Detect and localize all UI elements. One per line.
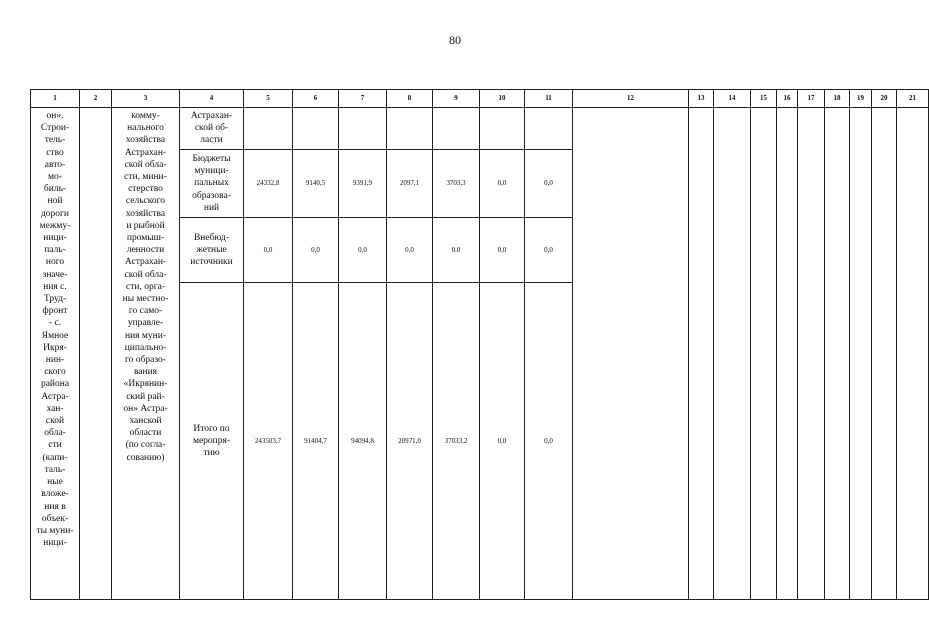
value-cell: 0,0 <box>525 283 573 600</box>
header-cell: 7 <box>339 90 387 108</box>
empty-cell <box>850 108 872 600</box>
value-cell: 2097,1 <box>387 150 433 218</box>
header-cell: 14 <box>714 90 751 108</box>
header-cell: 1 <box>31 90 80 108</box>
empty-cell <box>573 108 689 600</box>
header-cell: 12 <box>573 90 689 108</box>
table-row <box>31 108 929 150</box>
value-cell <box>525 108 573 150</box>
empty-cell <box>80 108 112 600</box>
empty-cell <box>825 108 850 600</box>
header-cell: 19 <box>850 90 872 108</box>
value-cell: 20971,0 <box>387 283 433 600</box>
empty-cell <box>872 108 897 600</box>
value-cell: 0,0 <box>244 218 293 283</box>
value-cell <box>387 108 433 150</box>
empty-cell <box>751 108 777 600</box>
value-cell: 243503,7 <box>244 283 293 600</box>
value-cell: 24332,8 <box>244 150 293 218</box>
funding-source-cell: Внебюд- жетные источники <box>180 218 244 283</box>
header-cell: 8 <box>387 90 433 108</box>
value-cell <box>293 108 339 150</box>
header-cell: 15 <box>751 90 777 108</box>
header-cell: 2 <box>80 90 112 108</box>
budget-table <box>30 89 929 600</box>
header-cell: 21 <box>897 90 929 108</box>
funding-source-cell: Астрахан- ской об- ласти <box>180 108 244 150</box>
header-cell: 6 <box>293 90 339 108</box>
value-cell <box>339 108 387 150</box>
header-cell: 10 <box>480 90 525 108</box>
value-cell: 9140,5 <box>293 150 339 218</box>
value-cell <box>244 108 293 150</box>
empty-cell <box>777 108 798 600</box>
header-cell: 20 <box>872 90 897 108</box>
value-cell: 0,0 <box>525 150 573 218</box>
value-cell: 0,0 <box>480 150 525 218</box>
value-cell: 0,0 <box>339 218 387 283</box>
executor-cell: комму- нального хозяйства Астрахан- ской обла- сти, мини- стерство сельского хозяйства и рыбной промыш- ленности Астрахан- ской обла- сти, орга- ны местно- го само- управле- ния муни- ципально- го образо- вания «Икрянин- ский рай- он» Астра- ханской области (по согла- сованию) <box>112 108 180 600</box>
empty-cell <box>689 108 714 600</box>
value-cell <box>433 108 480 150</box>
header-cell: 5 <box>244 90 293 108</box>
header-cell: 17 <box>798 90 825 108</box>
value-cell: 91404,7 <box>293 283 339 600</box>
value-cell: 3703,3 <box>433 150 480 218</box>
header-cell: 18 <box>825 90 850 108</box>
header-cell: 11 <box>525 90 573 108</box>
header-cell: 3 <box>112 90 180 108</box>
funding-source-cell: Итого по меропря- тию <box>180 283 244 600</box>
empty-cell <box>798 108 825 600</box>
value-cell: 0,0 <box>525 218 573 283</box>
value-cell: 0,0 <box>433 218 480 283</box>
empty-cell <box>714 108 751 600</box>
value-cell: 0,0 <box>480 218 525 283</box>
value-cell: 37033,2 <box>433 283 480 600</box>
value-cell: 9391,9 <box>339 150 387 218</box>
value-cell: 0,0 <box>293 218 339 283</box>
funding-source-cell: Бюджеты муници- пальных образова- ний <box>180 150 244 218</box>
header-cell: 16 <box>777 90 798 108</box>
value-cell: 94094,8 <box>339 283 387 600</box>
header-row <box>31 90 929 108</box>
value-cell: 0,0 <box>387 218 433 283</box>
header-cell: 13 <box>689 90 714 108</box>
event-name-cell: он». Строи- тель- ство авто- мо- биль- ной дороги межму- ници- паль- ного значе- ния с. Труд- фронт - с. Ямное Икря- нин- ского района Астра- хан- ской обла- сти (капи- таль- ные вложе- ния в объек- ты муни- ници- <box>31 108 80 600</box>
header-cell: 4 <box>180 90 244 108</box>
value-cell <box>480 108 525 150</box>
page-number: 80 <box>449 33 461 47</box>
empty-cell <box>897 108 929 600</box>
value-cell: 0,0 <box>480 283 525 600</box>
header-cell: 9 <box>433 90 480 108</box>
